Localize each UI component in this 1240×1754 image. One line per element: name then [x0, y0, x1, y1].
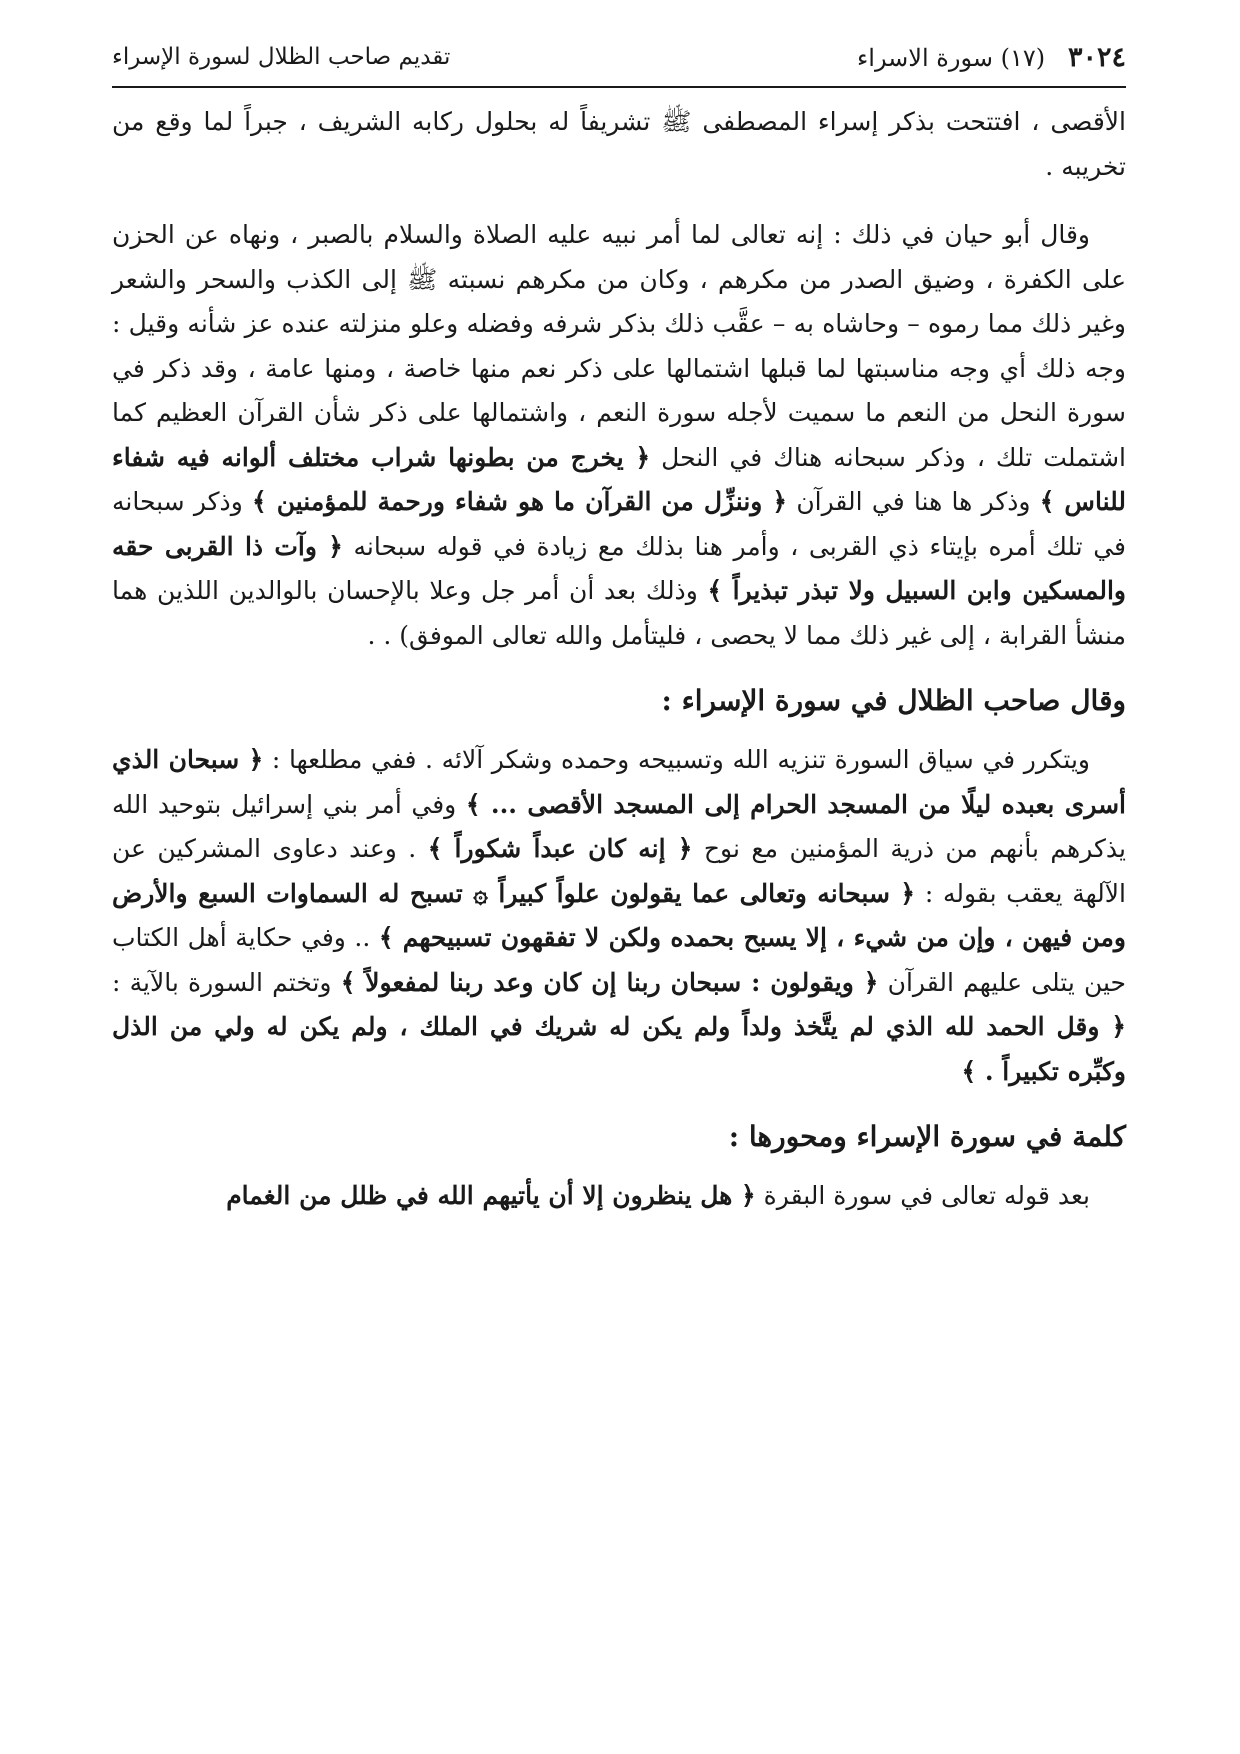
- header-page-info: [857, 42, 1126, 73]
- quran-quote: ﴿ يخرج من بطونها شراب مختلف ألوانه فيه شفاء للناس ﴾: [112, 442, 1127, 516]
- paragraph-text: ويتكرر في سياق السورة تنزيه الله وتسبيحه وحمده وشكر آلائه . ففي مطلعها :: [271, 745, 1090, 774]
- paragraph-text: وتختم السورة بالآية :: [112, 967, 332, 997]
- header-divider: [112, 86, 1126, 88]
- quran-quote: ﴿ سبحانه وتعالى عما يقولون علواً كبيراً ۞ تسبح له السماوات السبع والأرض ومن فيهن ، وإن من شيء ، إلا يسبح بحمده ولكن لا تفقهون تسبيحهم ﴾: [112, 878, 1126, 952]
- quran-quote: ﴿ سبحان الذي أسرى بعبده ليلًا من المسجد الحرام إلى المسجد الأقصى ... ﴾: [112, 745, 1127, 819]
- surah-label: (١٧) سورة الاسراء: [856, 44, 1046, 72]
- paragraph-text: الأقصى ، افتتحت بذكر إسراء المصطفى ﷺ تشريفاً له بحلول ركابه الشريف ، جبراً لما وقع من تخريبه .: [112, 107, 1126, 181]
- paragraph-abu-hayyan: [112, 213, 1126, 658]
- quran-quote: ﴿ ويقولون : سبحان ربنا إن كان وعد ربنا لمفعولاً ﴾: [340, 967, 879, 997]
- paragraph-text: وذكر ها هنا في القرآن: [796, 487, 1031, 516]
- paragraph-text: وقال أبو حيان في ذلك : إنه تعالى لما أمر نبيه عليه الصلاة والسلام بالصبر ، ونهاه عن الحزن على الكفرة ، وضيق الصدر من مكرهم ، وكان من مكرهم نسبته ﷺ إلى الكذب والسحر والشعر وغير ذلك مما رموه – وحاشاه به – عقَّب ذلك بذكر شرفه وفضله وعلو منزلته عنده عز شأنه وقيل : وجه ذلك أي وجه مناسبتها لما قبلها اشتمالها على ذكر نعم منها خاصة ، ومنها عامة ، وقد ذكر في سورة النحل من النعم ما سميت لأجله سورة النعم ، واشتمالها على ذكر شأن القرآن العظيم كما اشتملت تلك ، وذكر سبحانه هناك في النحل: [112, 220, 1126, 472]
- quran-quote: ﴿ وقل الحمد لله الذي لم يتَّخذ ولداً ولم يكن له شريك في الملك ، ولم يكن له ولي من الذل وكبِّره تكبيراً . ﴾: [112, 1012, 1126, 1086]
- page-body: [112, 100, 1126, 1219]
- paragraph-text: وفي أمر بني إسرائيل بتوحيد الله يذكرهم بأنهم من ذرية المؤمنين مع نوح: [112, 789, 1127, 863]
- running-header: [112, 40, 1126, 80]
- page-number: ٣٠٢٤: [1067, 42, 1126, 73]
- paragraph-text: وذلك بعد أن أمر جل وعلا بالإحسان بالوالدين اللذين هما منشأ القرابة ، إلى غير ذلك مما لا يحصى ، فليتأمل والله تعالى الموفق) . .: [112, 576, 1126, 650]
- section-heading: وقال صاحب الظلال في سورة الإسراء :: [661, 684, 1126, 717]
- section-title: تقديم صاحب الظلال لسورة الإسراء: [112, 44, 451, 70]
- paragraph-text: .. وفي حكاية أهل الكتاب حين يتلى عليهم القرآن: [112, 923, 1127, 997]
- paragraph-text: وذكر سبحانه في تلك أمره بإيتاء ذي القربى ، وأمر هنا بذلك مع زيادة في قوله سبحانه: [112, 487, 1126, 561]
- paragraph-text: بعد قوله تعالى في سورة البقرة: [763, 1181, 1090, 1210]
- paragraph-axis: [112, 1174, 1126, 1219]
- quran-quote: ﴿ إنه كان عبداً شكوراً ﴾: [427, 834, 693, 863]
- paragraph-text: . وعند دعاوى المشركين عن الآلهة يعقب بقوله :: [112, 834, 1127, 908]
- quran-quote: ﴿ وآت ذا القربى حقه والمسكين وابن السبيل ولا تبذر تبذيراً ﴾: [112, 531, 1126, 605]
- quran-quote: ﴿ وننزِّل من القرآن ما هو شفاء ورحمة للمؤمنين ﴾: [252, 487, 788, 516]
- paragraph-continuation: [112, 100, 1126, 189]
- quran-quote: ﴿ هل ينظرون إلا أن يأتيهم الله في ظلل من الغمام: [226, 1181, 756, 1210]
- section-heading: كلمة في سورة الإسراء ومحورها :: [728, 1120, 1126, 1153]
- paragraph-zilal: [112, 738, 1126, 1094]
